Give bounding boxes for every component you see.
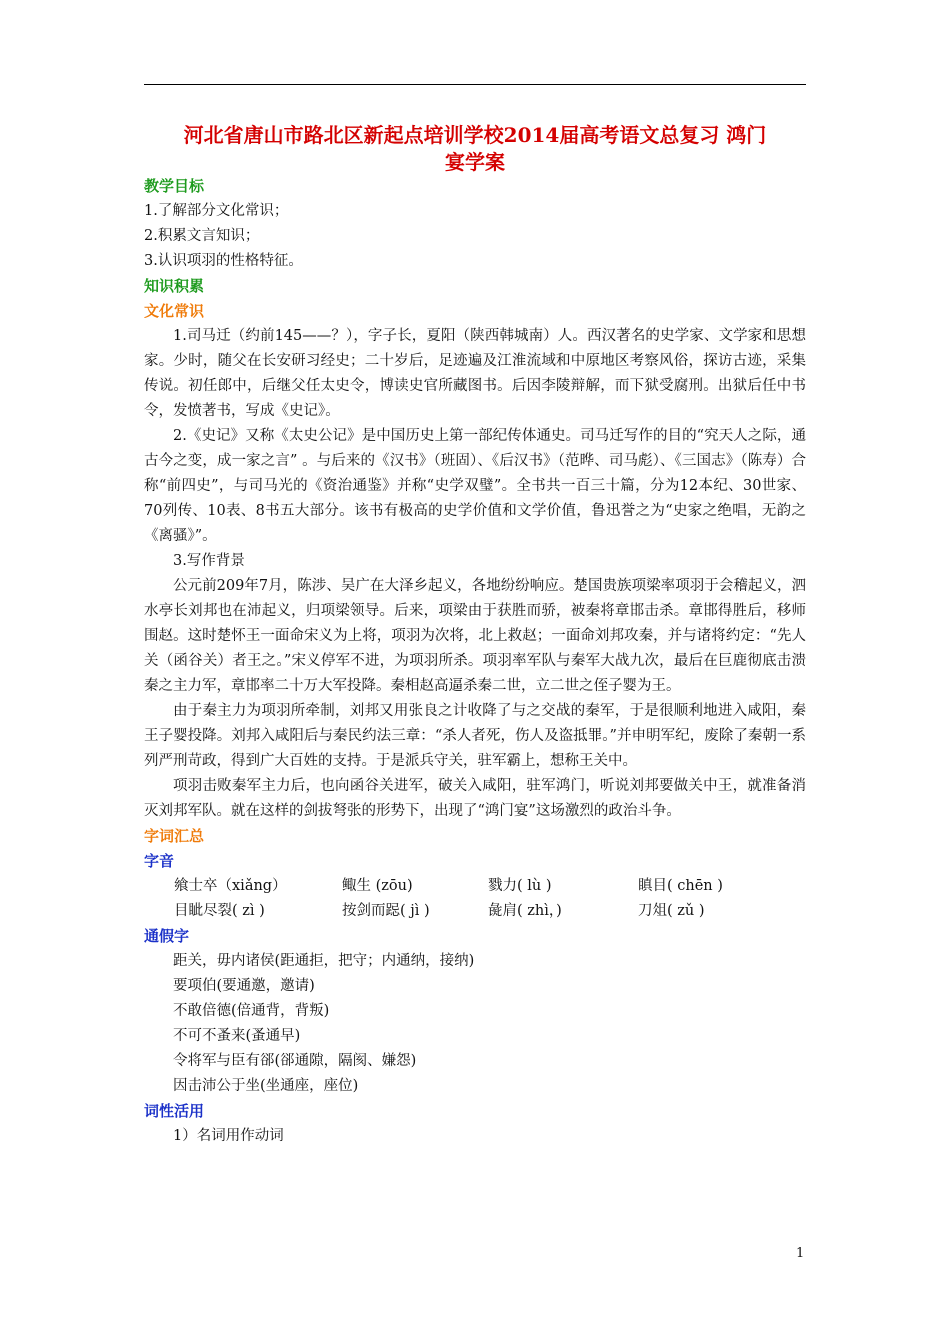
- cixing-item: 1）名词用作动词: [173, 1128, 284, 1144]
- pronunciation-grid: [144, 874, 806, 924]
- tongjia-item: 不敢倍德(倍通背，背叛): [173, 1003, 330, 1019]
- pronunciation-item: 刀俎( zǔ ): [638, 903, 705, 919]
- pronunciation-item: 瞋目( chēn ): [638, 878, 723, 894]
- knowledge-heading: 知识积累: [144, 277, 205, 295]
- pronunciation-item: 戮力( lù ): [488, 878, 552, 894]
- pronunciation-item: 彘肩( zhì，): [488, 903, 562, 919]
- tongjia-item: 因击沛公于坐(坐通座，座位): [173, 1078, 359, 1094]
- objective-item: 1.了解部分文化常识；: [144, 203, 289, 219]
- cixing-heading: 词性活用: [144, 1102, 205, 1120]
- pronunciation-item: 按剑而跽( jì ): [342, 903, 430, 919]
- objectives-heading: 教学目标: [144, 177, 205, 195]
- objective-item: 3.认识项羽的性格特征。: [144, 253, 303, 269]
- pronunciation-item: 目眦尽裂( zì ): [174, 903, 265, 919]
- culture-paragraph: 3.写作背景: [173, 553, 245, 569]
- title-line-1: 河北省唐山市路北区新起点培训学校2014届高考语文总复习 鸿门: [183, 123, 767, 147]
- background-paragraph: 项羽击败秦军主力后，也向函谷关进军，破关入咸阳，驻军鸿门，听说刘邦要做关中王，就准备消灭刘邦军队。就在这样的剑拔弩张的形势下，出现了“鸿门宴”这场激烈的政治斗争。: [144, 778, 806, 819]
- tongjia-heading: 通假字: [144, 927, 190, 945]
- document-title: [144, 122, 806, 176]
- pronunciation-item: 飨士卒（xiǎng）: [174, 878, 287, 894]
- objective-item: 2.积累文言知识；: [144, 228, 260, 244]
- culture-paragraph: 2.《史记》又称《太史公记》是中国历史上第一部纪传体通史。司马迁写作的目的“究天人之际，通古今之变，成一家之言” 。与后来的《汉书》（班固）、《后汉书》（范晔、司马彪）、《三国志》（陈寿）合称“前四史”，与司马光的《资治通鉴》并称“史学双璧”。全书共一百三十篇，分为12本纪、30世家、70列传、10表、8书五大部分。该书有极高的史学价值和文学价值，鲁迅誉之为“史家之绝唱，无韵之《离骚》”。: [144, 428, 806, 544]
- background-paragraph: 由于秦主力为项羽所牵制，刘邦又用张良之计收降了与之交战的秦军，于是很顺利地进入咸阳，秦王子婴投降。刘邦入咸阳后与秦民约法三章：“杀人者死，伤人及盗抵罪。”并申明军纪，废除了秦朝一系列严刑苛政，得到广大百姓的支持。于是派兵守关，驻军霸上，想称王关中。: [144, 703, 806, 769]
- tongjia-item: 要项伯(要通邀，邀请): [173, 978, 315, 994]
- culture-heading: 文化常识: [144, 302, 205, 320]
- tongjia-item: 不可不蚤来(蚤通早): [173, 1028, 301, 1044]
- page-number: 1: [796, 1246, 805, 1261]
- pronunciation-item: 鲰生 (zōu): [342, 878, 413, 894]
- vocab-heading: 字词汇总: [144, 827, 205, 845]
- tongjia-item: 令将军与臣有郤(郤通隙，隔阂、嫌怨): [173, 1053, 417, 1069]
- tongjia-item: 距关，毋内诸侯(距通拒，把守；内通纳，接纳): [173, 953, 475, 969]
- document-body: [144, 174, 806, 1149]
- background-paragraph: 公元前209年7月，陈涉、吴广在大泽乡起义，各地纷纷响应。楚国贵族项梁率项羽于会稽起义，泗水亭长刘邦也在沛起义，归项梁领导。后来，项梁由于获胜而骄，被秦将章邯击杀。章邯得胜后，移师围赵。这时楚怀王一面命宋义为上将，项羽为次将，北上救赵；一面命刘邦攻秦，并与诸将约定：“先人关（函谷关）者王之。”宋义停军不进，为项羽所杀。项羽率军队与秦军大战九次，最后在巨鹿彻底击溃秦之主力军，章邯率二十万大军投降。秦相赵高逼杀秦二世，立二世之侄子婴为王。: [144, 578, 806, 694]
- header-rule: [144, 84, 806, 85]
- pronunciation-heading: 字音: [144, 852, 175, 870]
- culture-paragraph: 1.司马迁（约前145——？），字子长，夏阳（陕西韩城南）人。西汉著名的史学家、文学家和思想家。少时，随父在长安研习经史；二十岁后，足迹遍及江淮流域和中原地区考察风俗，探访古迹，采集传说。初任郎中，后继父任太史令，博读史官所藏图书。后因李陵辩解，而下狱受腐刑。出狱后任中书令，发愤著书，写成《史记》。: [144, 328, 806, 419]
- title-line-2: 宴学案: [445, 150, 505, 174]
